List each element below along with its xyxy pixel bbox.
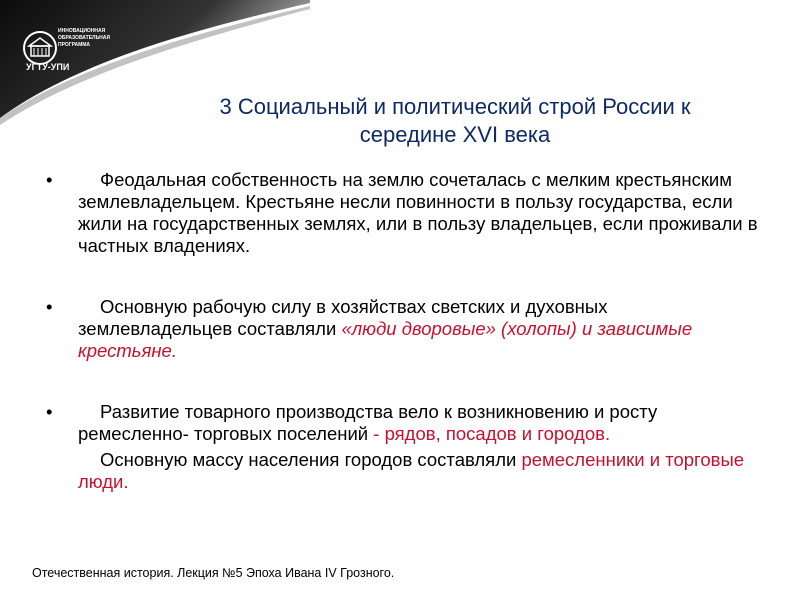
bullet-marker: • <box>46 169 53 190</box>
logo-text-line3: ПРОГРАММА <box>58 42 91 48</box>
title-line-1: 3 Социальный и политический строй России к <box>219 94 691 119</box>
bullet-list <box>46 169 766 493</box>
bullet-text: Развитие товарного производства вело к возникновению и росту ремесленно- торговых поселений <box>78 401 658 444</box>
bullet-item-commodity-production <box>46 401 766 445</box>
paragraph-city-population <box>46 449 766 493</box>
logo-text-line2: ОБРАЗОВАТЕЛЬНАЯ <box>58 35 110 41</box>
bullet-marker: • <box>46 296 53 317</box>
title-line-2: середине XVI века <box>359 122 551 147</box>
footer-caption: Отечественная история. Лекция №5 Эпоха Ивана IV Грозного. <box>32 566 395 580</box>
paragraph-highlight: ремесленники и торговые люди. <box>78 449 745 492</box>
bullet-highlight: - рядов, посадов и городов. <box>373 423 611 444</box>
bullet-text: Основную рабочую силу в хозяйствах светских и духовных землевладельцев составляли <box>78 296 608 339</box>
bullet-item-feudal-property <box>46 169 766 257</box>
paragraph-text: Основную массу населения городов составляли <box>100 449 522 470</box>
bullet-marker: • <box>46 401 53 422</box>
bullet-item-labor-force <box>46 296 766 362</box>
logo-mark: УГТУ-УПИ <box>26 62 70 72</box>
university-logo <box>22 20 110 78</box>
logo-text-line1: ИННОВАЦИОННАЯ <box>58 28 106 34</box>
bullet-text: Феодальная собственность на землю сочеталась с мелким крестьянским землевладельцем. Крестьяне несли повинности в пользу государства, если жили на государственных землях, или в пользу владельцев, если проживали в частных владениях. <box>78 169 758 256</box>
slide-title <box>130 93 780 149</box>
bullet-highlight: «люди дворовые» (холопы) и зависимые крестьяне. <box>78 318 693 361</box>
